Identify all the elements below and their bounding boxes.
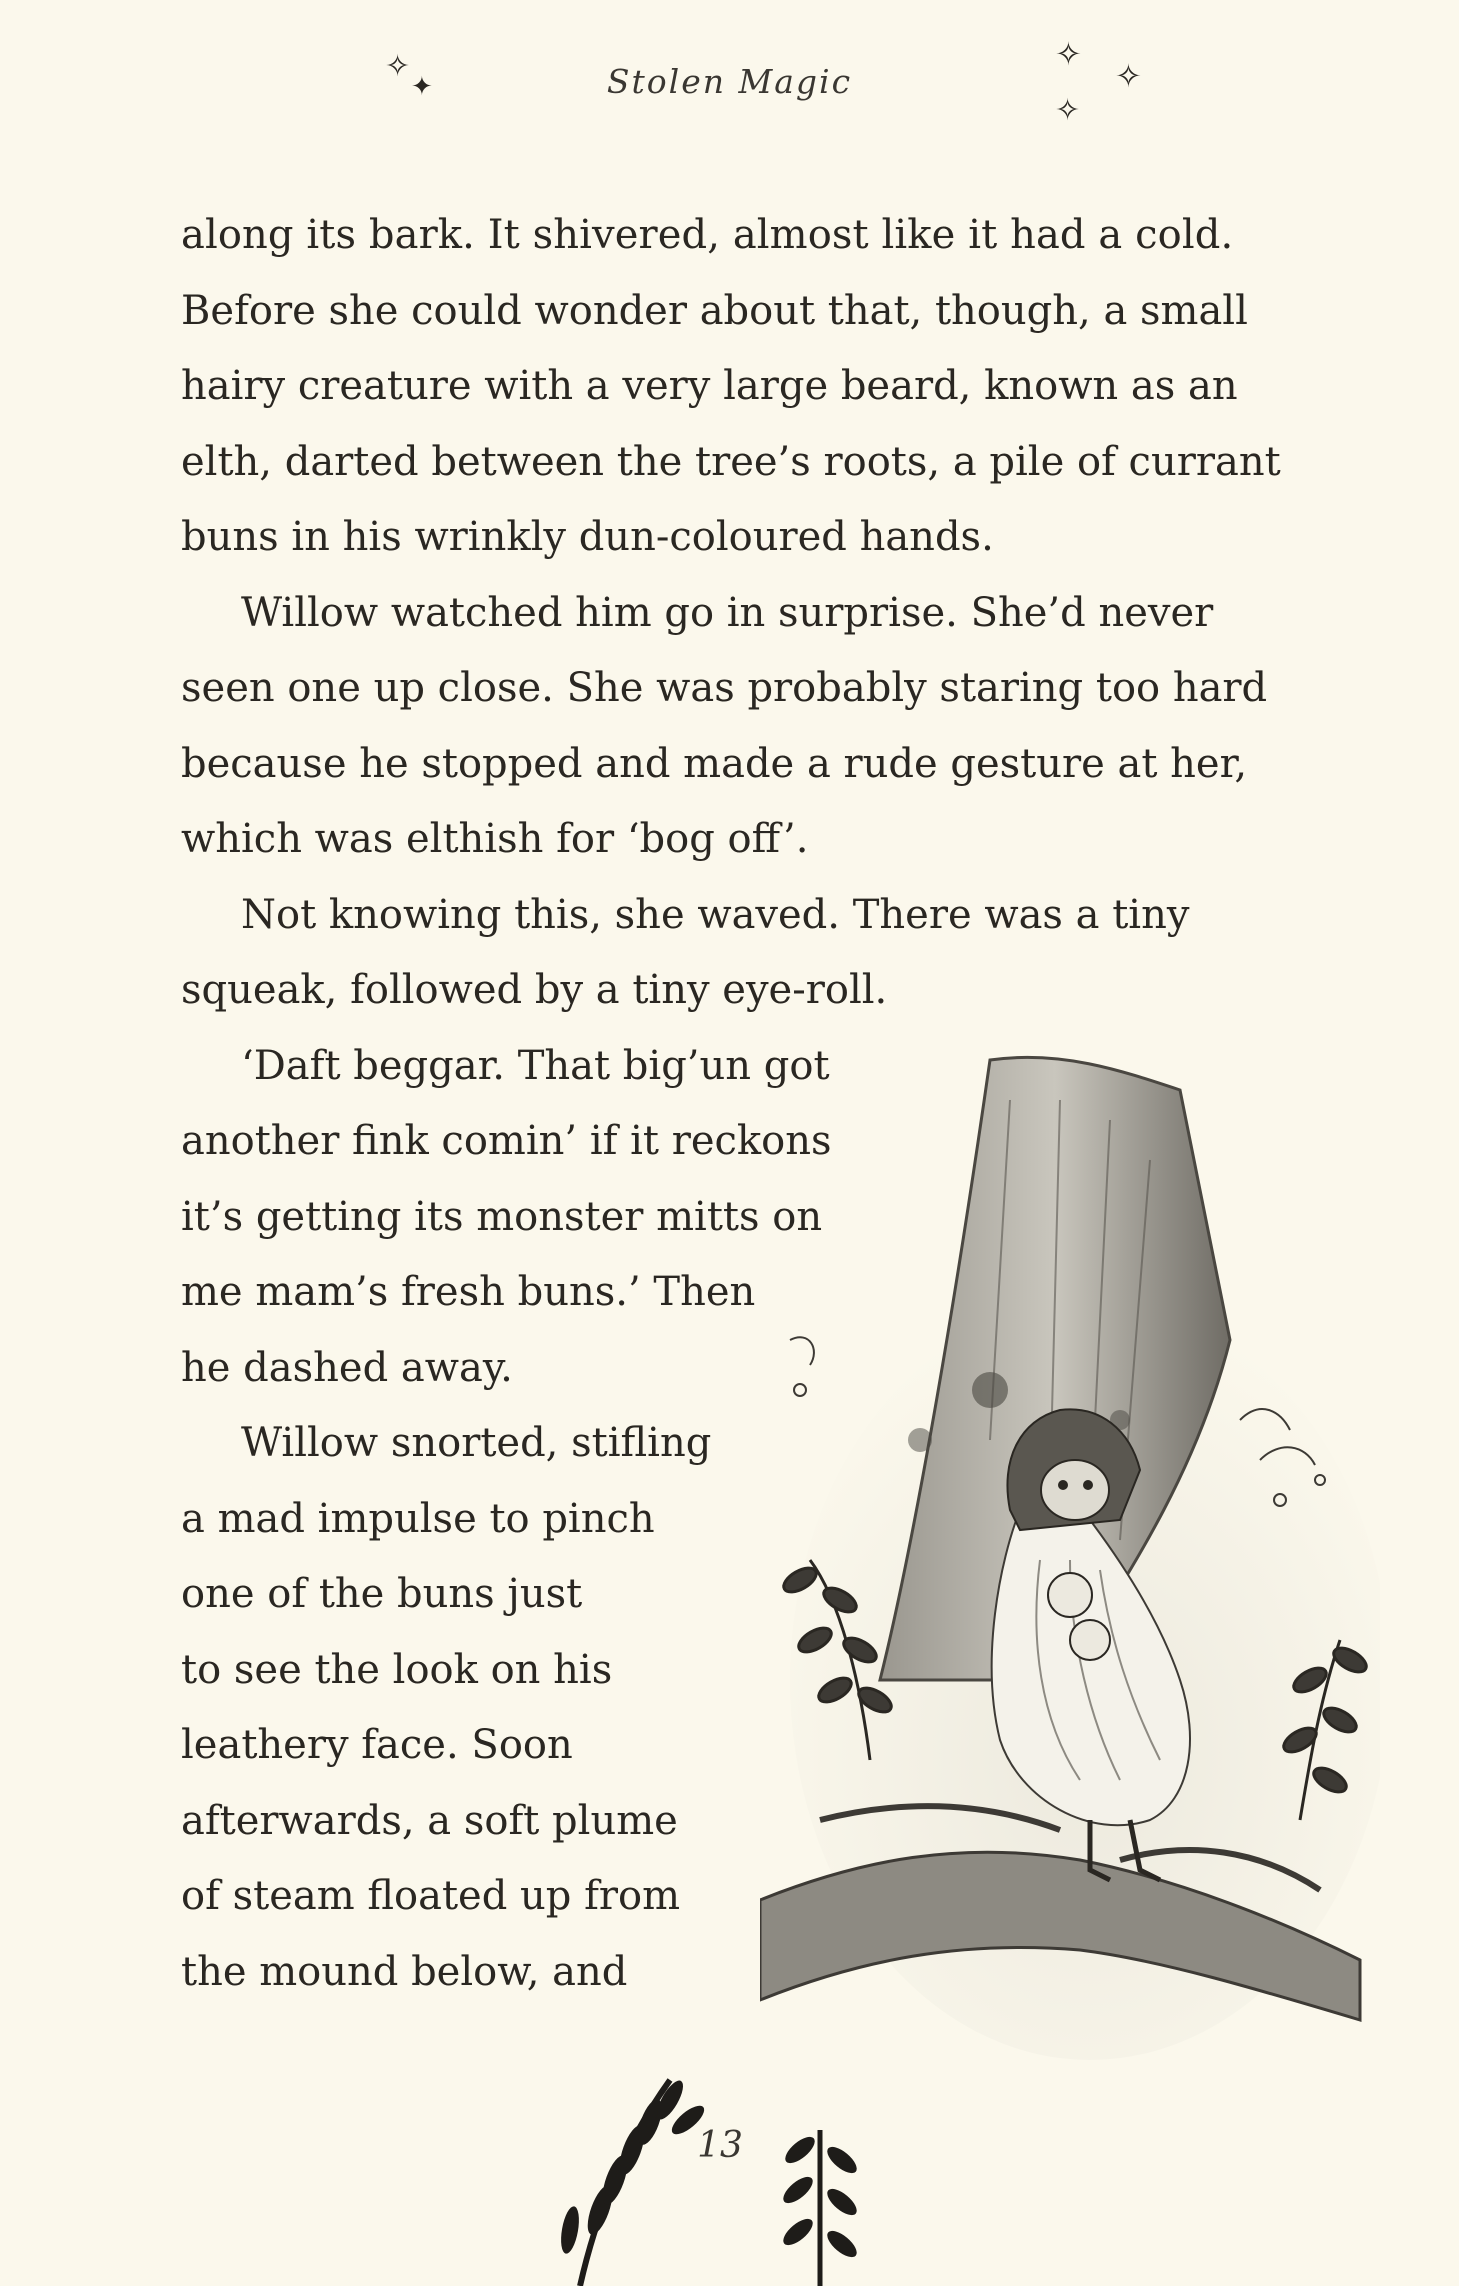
fern-sprig-right-icon xyxy=(770,2110,870,2286)
text-line: squeak, followed by a tiny eye-roll. xyxy=(181,967,888,1013)
text-line: leathery face. Soon xyxy=(181,1722,573,1768)
running-head: Stolen Magic xyxy=(606,62,853,101)
fern-sprig-left-icon xyxy=(540,2060,710,2286)
text-line: of steam floated up from xyxy=(181,1873,681,1919)
text-line: which was elthish for ‘bog off’. xyxy=(181,816,809,862)
text-line: Not knowing this, she waved. There was a tiny xyxy=(241,891,1190,938)
text-line: seen one up close. She was probably staring too hard xyxy=(181,665,1268,711)
text-line: Willow snorted, stifling xyxy=(241,1420,712,1466)
text-line: Before she could wonder about that, though, a small xyxy=(181,287,1248,334)
star-cluster-right-icon: ✧ ✧ ✧ xyxy=(1055,35,1142,128)
text-line: elth, darted between the tree’s roots, a pile of currant xyxy=(181,438,1281,485)
star-cluster-left-icon: ✧ ✦ xyxy=(385,49,433,102)
text-line: because he stopped and made a rude gesture at her, xyxy=(181,740,1248,787)
text-line: he dashed away. xyxy=(181,1344,513,1391)
elth-under-tree-illustration xyxy=(760,1040,1380,2100)
text-line: it’s getting its monster mitts on xyxy=(181,1193,823,1240)
text-line: one of the buns just xyxy=(181,1571,583,1617)
page-number: 13 xyxy=(697,2125,743,2166)
text-line: Willow watched him go in surprise. She’d never xyxy=(241,589,1214,636)
text-line: a mad impulse to pinch xyxy=(181,1495,655,1542)
text-line: the mound below, and xyxy=(181,1948,628,1995)
text-line: to see the look on his xyxy=(181,1646,613,1693)
text-line: afterwards, a soft plume xyxy=(181,1797,678,1844)
text-line: hairy creature with a very large beard, known as an xyxy=(181,363,1238,409)
paragraph-3 xyxy=(181,878,1278,1029)
paragraph-2 xyxy=(181,576,1278,878)
paragraph-1 xyxy=(181,198,1281,576)
text-line: buns in his wrinkly dun-coloured hands. xyxy=(181,514,994,560)
text-line: another fink comin’ if it reckons xyxy=(181,1118,832,1164)
text-line: along its bark. It shivered, almost like it had a cold. xyxy=(181,212,1234,258)
text-line: ‘Daft beggar. That big’un got xyxy=(241,1042,830,1089)
text-line: me mam’s fresh buns.’ Then xyxy=(181,1269,756,1315)
